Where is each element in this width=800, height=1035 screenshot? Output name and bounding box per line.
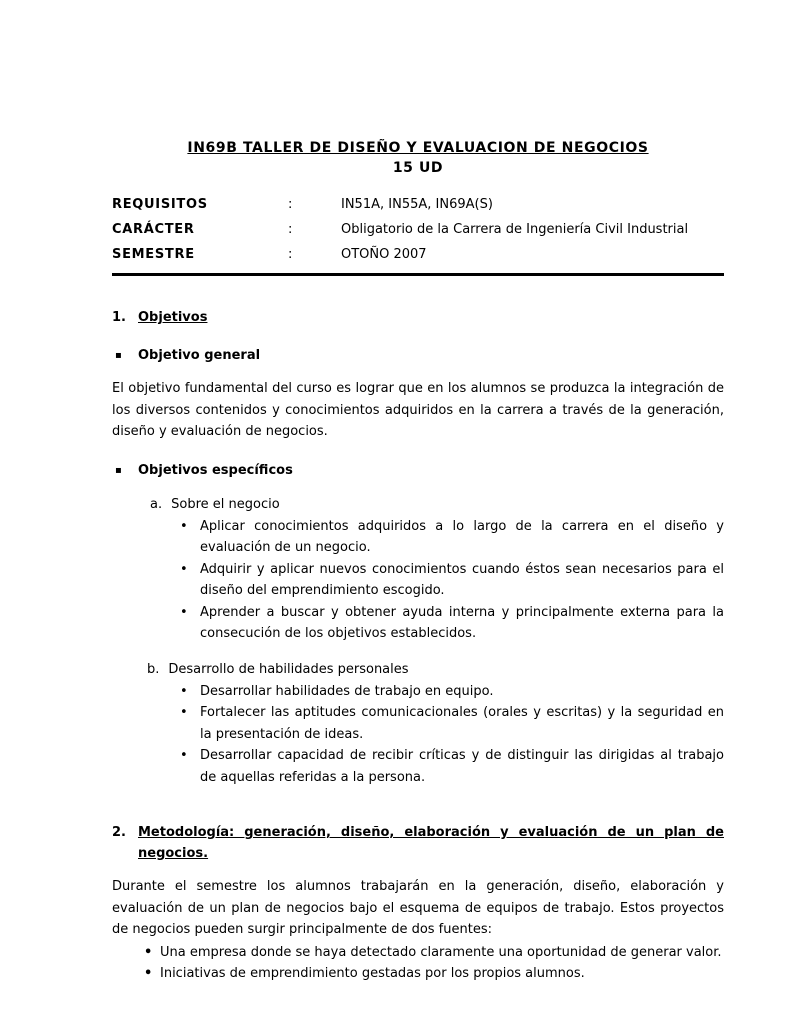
section-1-heading xyxy=(112,307,724,328)
attribute-value: Obligatorio de la Carrera de Ingeniería Civil Industrial xyxy=(341,222,689,237)
square-bullet-icon: ▪ xyxy=(115,464,122,476)
list-item xyxy=(176,681,724,703)
square-bullet-icon: ▪ xyxy=(115,350,122,361)
sub-heading-label: Objetivos específicos xyxy=(138,462,293,478)
sublist-letter: b. xyxy=(147,661,160,677)
list-item-text: Aprender a buscar y obtener ayuda interna y principalmente externa para la consecución de los objetivos establecidos. xyxy=(200,604,724,641)
list-item-text: Desarrollar capacidad de recibir críticas y de distinguir las dirigidas al trabajo de aquellas referidas a la persona. xyxy=(200,748,724,785)
round-bullet-icon: • xyxy=(180,705,188,720)
section-2-heading xyxy=(112,822,724,864)
round-bullet-icon: • xyxy=(144,966,153,981)
round-bullet-icon: • xyxy=(180,748,188,763)
metodologia-items xyxy=(140,942,724,985)
section-title: Metodología: generación, diseño, elaboración y evaluación de un plan de negocios. xyxy=(138,825,724,861)
list-item xyxy=(176,602,724,645)
list-item-text: Desarrollar habilidades de trabajo en equipo. xyxy=(200,683,494,699)
sublist-title: Desarrollo de habilidades personales xyxy=(168,661,409,677)
list-item-text: Fortalecer las aptitudes comunicacionales (orales y escritas) y la seguridad en la presentación de ideas. xyxy=(200,705,724,742)
sublist-b-items xyxy=(176,681,724,789)
list-item-text: Aplicar conocimientos adquiridos a lo largo de la carrera en el diseño y evaluación de un negocio. xyxy=(200,518,724,555)
list-item xyxy=(140,963,724,985)
caracter-row xyxy=(112,217,724,242)
round-bullet-icon: • xyxy=(180,683,188,699)
document-title: IN69B TALLER DE DISEÑO Y EVALUACION DE NEGOCIOS xyxy=(187,140,649,156)
sub-heading-label: Objetivo general xyxy=(138,348,261,363)
attribute-label: SEMESTRE xyxy=(112,247,195,262)
sublist-a-items xyxy=(176,516,724,645)
list-item-text: Iniciativas de emprendimiento gestadas por los propios alumnos. xyxy=(160,966,585,981)
round-bullet-icon: • xyxy=(144,944,153,960)
colon-separator: : xyxy=(288,197,293,212)
colon-separator: : xyxy=(288,247,293,262)
objetivo-general-heading xyxy=(112,345,724,366)
attribute-label: CARÁCTER xyxy=(112,222,195,237)
sublist-b-heading xyxy=(147,659,724,680)
sublist-letter: a. xyxy=(150,496,163,512)
objetivos-especificos-heading xyxy=(112,460,724,481)
list-item xyxy=(176,559,724,602)
round-bullet-icon: • xyxy=(180,561,188,577)
course-attributes-table xyxy=(112,192,724,276)
list-item xyxy=(176,745,724,788)
round-bullet-icon: • xyxy=(180,604,188,620)
list-item xyxy=(176,702,724,745)
document-title-block xyxy=(112,138,724,178)
metodologia-paragraph: Durante el semestre los alumnos trabajarán en la generación, diseño, elaboración y evaluación de un plan de negocios bajo el esquema de equipos de trabajo. Estos proyectos de negocios pueden surgir principalmente de dos fuentes: xyxy=(112,879,724,937)
list-item-text: Adquirir y aplicar nuevos conocimientos cuando éstos sean necesarios para el diseño del emprendimiento escogido. xyxy=(200,561,724,598)
list-item-text: Una empresa donde se haya detectado claramente una oportunidad de generar valor. xyxy=(160,944,722,960)
attribute-value: OTOÑO 2007 xyxy=(341,247,427,262)
semestre-row xyxy=(112,242,724,267)
sublist-title: Sobre el negocio xyxy=(171,496,280,512)
list-item xyxy=(140,942,724,964)
objetivo-general-paragraph: El objetivo fundamental del curso es lograr que en los alumnos se produzca la integración de los diversos contenidos y conocimientos adquiridos en la carrera a través de la generación, diseño y evaluación de negocios. xyxy=(112,381,724,439)
list-item xyxy=(176,516,724,559)
section-number: 1. xyxy=(112,310,126,325)
section-number: 2. xyxy=(112,825,126,840)
sublist-a-heading xyxy=(150,494,724,515)
requisitos-row xyxy=(112,192,724,217)
document-subtitle: 15 UD xyxy=(392,160,444,176)
colon-separator: : xyxy=(288,222,293,237)
attribute-label: REQUISITOS xyxy=(112,197,208,212)
attribute-value: IN51A, IN55A, IN69A(S) xyxy=(341,197,493,212)
round-bullet-icon: • xyxy=(180,518,188,534)
section-title: Objetivos xyxy=(138,310,208,325)
